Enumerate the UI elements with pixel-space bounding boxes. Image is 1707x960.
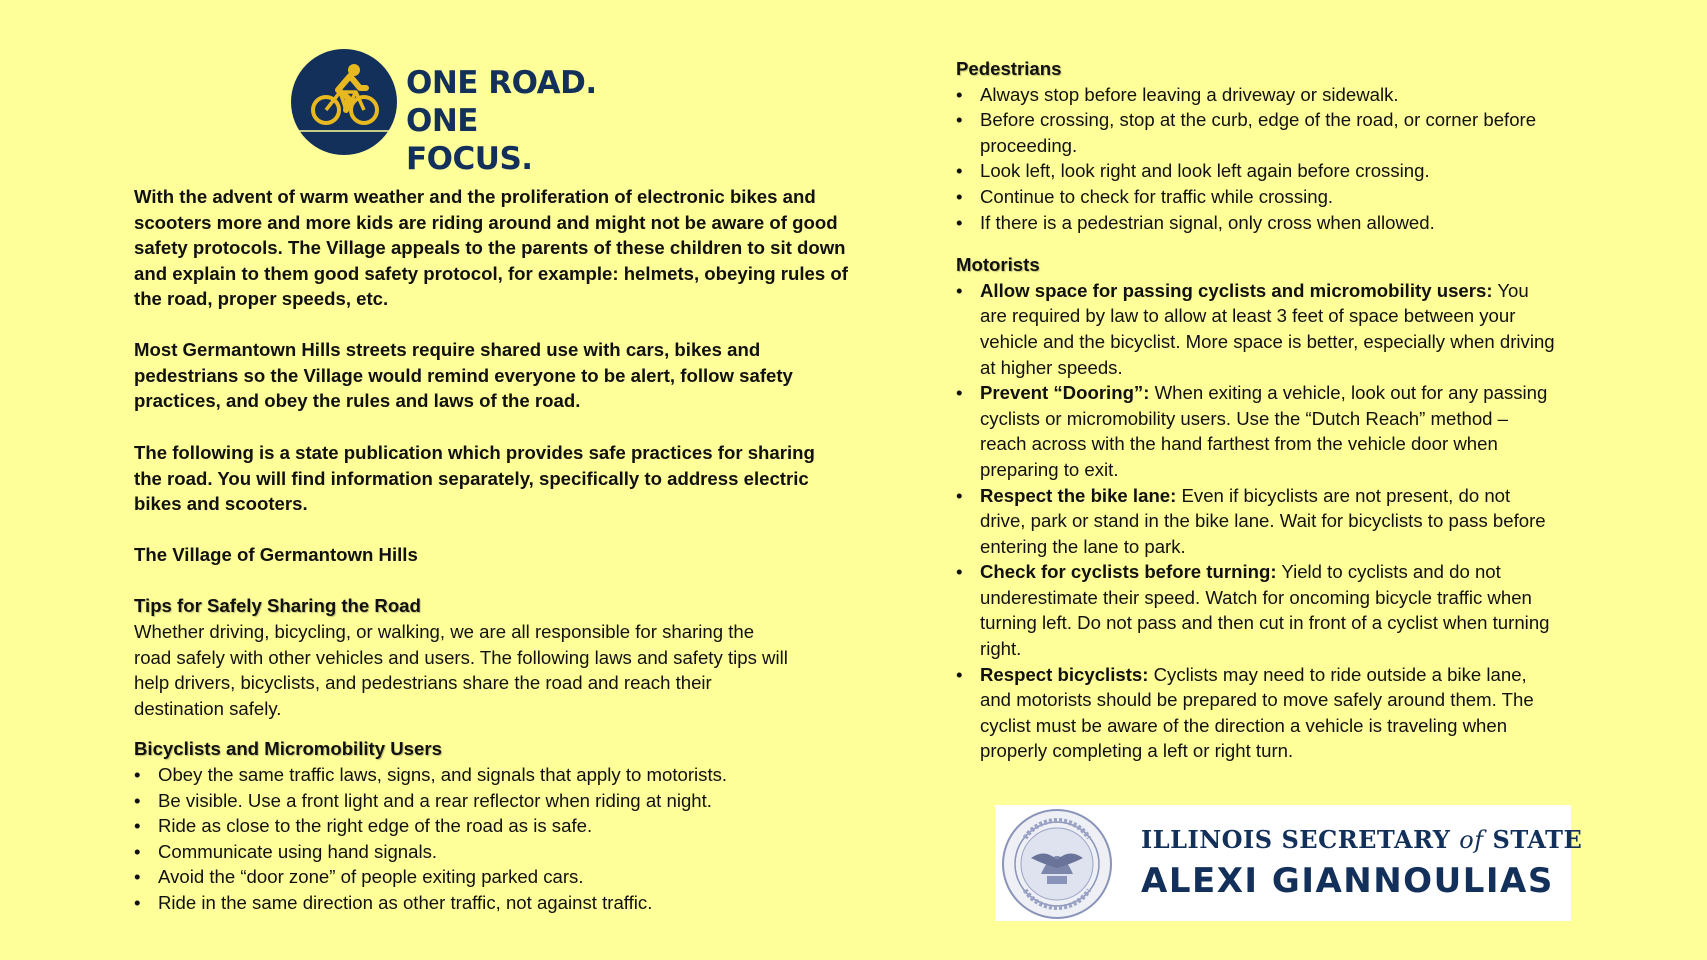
list-item: • Ride as close to the right edge of the road as is safe. xyxy=(134,813,854,839)
list-item xyxy=(956,662,1556,764)
one-road-one-focus-logo xyxy=(290,48,610,177)
list-item: • Communicate using hand signals. xyxy=(134,839,854,865)
intro-paragraph-1: With the advent of warm weather and the proliferation of electronic bikes and scooters more and more kids are riding around and might not be aware of good safety protocols. The Village appeals to the parents of these children to sit down and explain to them good safety protocol, for example: helmets, obeying rules of the road, proper speeds, etc. xyxy=(134,186,848,310)
list-item: • Be visible. Use a front light and a rear reflector when riding at night. xyxy=(134,788,854,814)
item-lead: Check for cyclists before turning: xyxy=(980,561,1277,583)
logo-line-2: ONE FOCUS. xyxy=(406,103,533,177)
sos-title xyxy=(1141,825,1582,854)
sos-title-part-b: STATE xyxy=(1483,825,1583,854)
bicyclists-list xyxy=(134,762,854,916)
list-item xyxy=(956,278,1556,380)
tips-heading: Tips for Safely Sharing the Road xyxy=(134,595,421,616)
sos-name: ALEXI GIANNOULIAS xyxy=(1141,861,1554,901)
list-item: • If there is a pedestrian signal, only cross when allowed. xyxy=(956,210,1556,236)
pedestrians-heading: Pedestrians xyxy=(956,58,1062,79)
list-item xyxy=(956,559,1556,661)
village-signature: The Village of Germantown Hills xyxy=(134,544,418,565)
motorists-list xyxy=(956,278,1556,764)
list-item: • Always stop before leaving a driveway or sidewalk. xyxy=(956,82,1556,108)
item-text: When exiting a vehicle, look out for any passing cyclists or micromobility users. Use the “Dutch Reach” method – reach across with the hand farthest from the vehicle door when preparing to exit. xyxy=(980,382,1548,480)
item-text: You are required by law to allow at least 3 feet of space between your vehicle and the bicyclist. More space is better, especially when driving at higher speeds. xyxy=(980,279,1555,378)
item-lead: Respect bicyclists: xyxy=(980,663,1149,685)
list-item xyxy=(956,380,1556,482)
list-item xyxy=(956,483,1556,560)
motorists-heading: Motorists xyxy=(956,254,1040,276)
list-item: • Continue to check for traffic while crossing. xyxy=(956,184,1556,210)
tips-body: Whether driving, bicycling, or walking, we are all responsible for sharing the road safely with other vehicles and users. The following laws and safety tips will help drivers, bicyclists, and pedestrians share the road and reach their destination safely. xyxy=(134,621,788,719)
list-item: • Obey the same traffic laws, signs, and signals that apply to motorists. xyxy=(134,762,854,788)
list-item: • Before crossing, stop at the curb, edge of the road, or corner before proceeding. xyxy=(956,107,1556,158)
right-column xyxy=(956,56,1556,764)
cyclist-icon xyxy=(290,48,398,156)
list-item: • Look left, look right and look left again before crossing. xyxy=(956,158,1556,184)
item-lead: Respect the bike lane: xyxy=(980,484,1177,506)
item-lead: Prevent “Dooring”: xyxy=(980,382,1150,404)
item-text: Cyclists may need to ride outside a bike lane, and motorists should be prepared to move safely around them. The cyclist must be aware of the direction a vehicle is traveling when properly completing a left or right turn. xyxy=(980,663,1534,762)
sos-title-of: of xyxy=(1459,826,1484,854)
list-item: • Avoid the “door zone” of people exiting parked cars. xyxy=(134,864,854,890)
bicyclists-heading: Bicyclists and Micromobility Users xyxy=(134,738,442,759)
logo-text xyxy=(406,64,610,178)
item-text: Even if bicyclists are not present, do not drive, park or stand in the bike lane. Wait for bicyclists to pass before entering the lane to park. xyxy=(980,484,1546,557)
secretary-of-state-banner xyxy=(995,805,1583,921)
item-text: Yield to cyclists and do not underestimate their speed. Watch for oncoming bicycle traffic when turning left. Do not pass and then cut in front of a cyclist when turning right. xyxy=(980,561,1550,660)
item-lead: Allow space for passing cyclists and micromobility users: xyxy=(980,279,1493,301)
intro-paragraph-2: Most Germantown Hills streets require shared use with cars, bikes and pedestrians so the Village would remind everyone to be alert, follow safety practices, and obey the rules and laws of the road. xyxy=(134,339,793,412)
state-seal-icon xyxy=(1001,808,1113,920)
pedestrians-list xyxy=(956,82,1556,236)
logo-line-1: ONE ROAD. xyxy=(406,65,597,101)
sos-title-part-a: ILLINOIS SECRETARY xyxy=(1141,825,1460,854)
list-item: • Ride in the same direction as other traffic, not against traffic. xyxy=(134,890,854,916)
intro-paragraph-3: The following is a state publication which provides safe practices for sharing the road. You will find information separately, specifically to address electric bikes and scooters. xyxy=(134,442,815,515)
